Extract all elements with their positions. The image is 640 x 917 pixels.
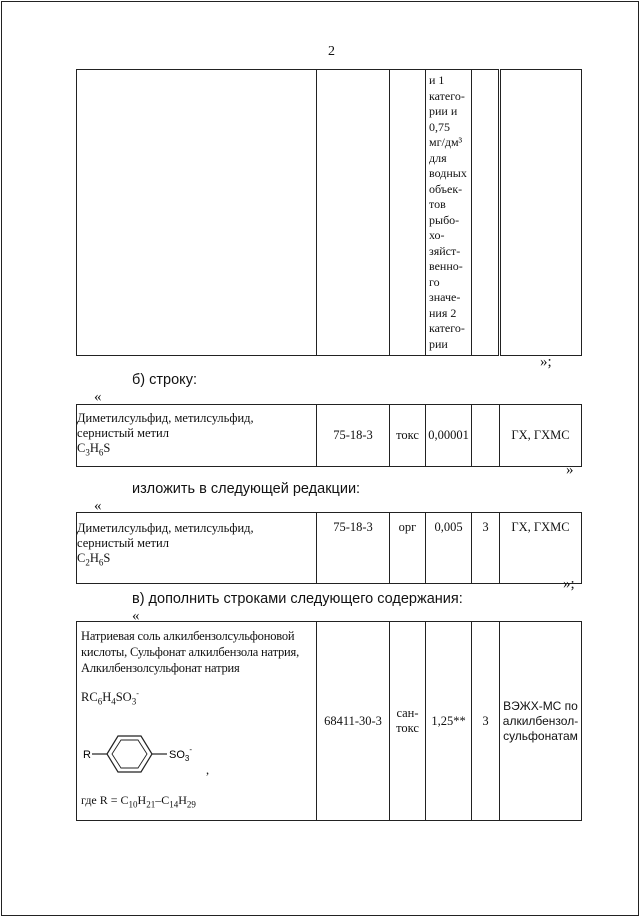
name-line: сернистый метил <box>77 426 169 440</box>
analysis-method: ГХ, ГХМС <box>500 513 582 584</box>
hazard-class: 3 <box>472 622 500 821</box>
chemical-formula: $C_3H_6S$ <box>77 441 111 458</box>
note-line: для <box>429 150 447 165</box>
note-line: значе- <box>429 290 461 304</box>
table-row <box>77 513 582 584</box>
structure-comma: , <box>206 763 210 777</box>
class-cell <box>472 70 500 356</box>
r-definition: где $R = C_{10}H_{21}-C_{14}H_{29}$ <box>81 793 196 810</box>
note-text <box>429 73 469 352</box>
open-quote-b: « <box>94 389 102 405</box>
hazard-cell <box>390 70 426 356</box>
cas-number: 75-18-3 <box>317 405 390 467</box>
note-line: катего- <box>429 321 465 335</box>
note-line: рии и <box>429 104 458 118</box>
name-line: Алкилбензолсульфонат натрия <box>81 661 240 675</box>
note-line: 0,75 <box>429 119 450 134</box>
name-line: Натриевая соль алкилбензолсульфоновой <box>81 629 295 643</box>
analysis-method: ВЭЖХ-МС по алкилбензол- сульфонатам <box>500 622 582 821</box>
note-line: рии <box>429 336 448 351</box>
note-line: и 1 <box>429 73 445 87</box>
name-line: Диметилсульфид, метилсульфид, <box>77 411 254 425</box>
table-row <box>77 405 582 467</box>
limit-value: 0,00001 <box>426 405 472 467</box>
note-cell <box>426 70 472 356</box>
note-line: тов <box>429 197 446 211</box>
closing-quote-b-new: »; <box>563 576 575 592</box>
note-line: ния 2 <box>429 305 457 320</box>
note-line: го <box>429 274 440 289</box>
old-row-table <box>76 404 582 467</box>
structure-so3-label: $SO_3^-$ <box>169 745 193 763</box>
open-quote-b-new: « <box>94 498 102 514</box>
new-row-table <box>76 512 582 584</box>
continuation-table <box>76 69 582 356</box>
heading-v: в) дополнить строками следующего содержания: <box>132 591 463 607</box>
name-line: Диметилсульфид, метилсульфид, <box>77 521 254 535</box>
substance-name-cell <box>77 513 317 584</box>
cas-number: 75-18-3 <box>317 513 390 584</box>
cas-number: 68411-30-3 <box>317 622 390 821</box>
hazard-indicator: орг <box>390 513 426 584</box>
structure-r-label: R <box>83 749 91 761</box>
name-cell <box>77 70 317 356</box>
method-cell <box>500 70 582 356</box>
analysis-method: ГХ, ГХМС <box>500 405 582 467</box>
note-line: мг/дм³ <box>429 135 463 149</box>
chemical-formula: $RC_6H_4SO_3^-$ <box>81 688 139 707</box>
heading-b: б) строку: <box>132 372 197 388</box>
note-line: объек- <box>429 181 463 196</box>
hazard-class: 3 <box>472 513 500 584</box>
note-line: хо- <box>429 228 445 242</box>
substance-name-cell <box>77 622 317 821</box>
limit-value: 1,25** <box>426 622 472 821</box>
heading-b-new: изложить в следующей редакции: <box>132 481 361 497</box>
closing-quote-1: »; <box>540 354 552 370</box>
note-line: водных <box>429 166 467 180</box>
cas-cell <box>317 70 390 356</box>
note-line: рыбо- <box>429 212 460 227</box>
note-line: катего- <box>429 88 465 103</box>
page-number: 2 <box>328 44 335 59</box>
closing-quote-b: » <box>566 462 574 478</box>
table-row <box>77 622 582 821</box>
chemical-formula: $C_2H_6S$ <box>77 551 111 568</box>
benzene-structure-icon <box>81 730 221 780</box>
note-line: венно- <box>429 259 463 273</box>
limit-value: 0,005 <box>426 513 472 584</box>
substance-name-cell <box>77 405 317 467</box>
hazard-indicator: сан- токс <box>390 622 426 821</box>
open-quote-v: « <box>132 608 140 624</box>
name-line: сернистый метил <box>77 536 169 550</box>
added-row-table <box>76 621 582 821</box>
name-line: кислоты, Сульфонат алкилбензола натрия, <box>81 645 299 659</box>
hazard-class <box>472 405 500 467</box>
hazard-indicator: токс <box>390 405 426 467</box>
table-row <box>77 70 582 356</box>
note-line: зяйст- <box>429 243 461 258</box>
